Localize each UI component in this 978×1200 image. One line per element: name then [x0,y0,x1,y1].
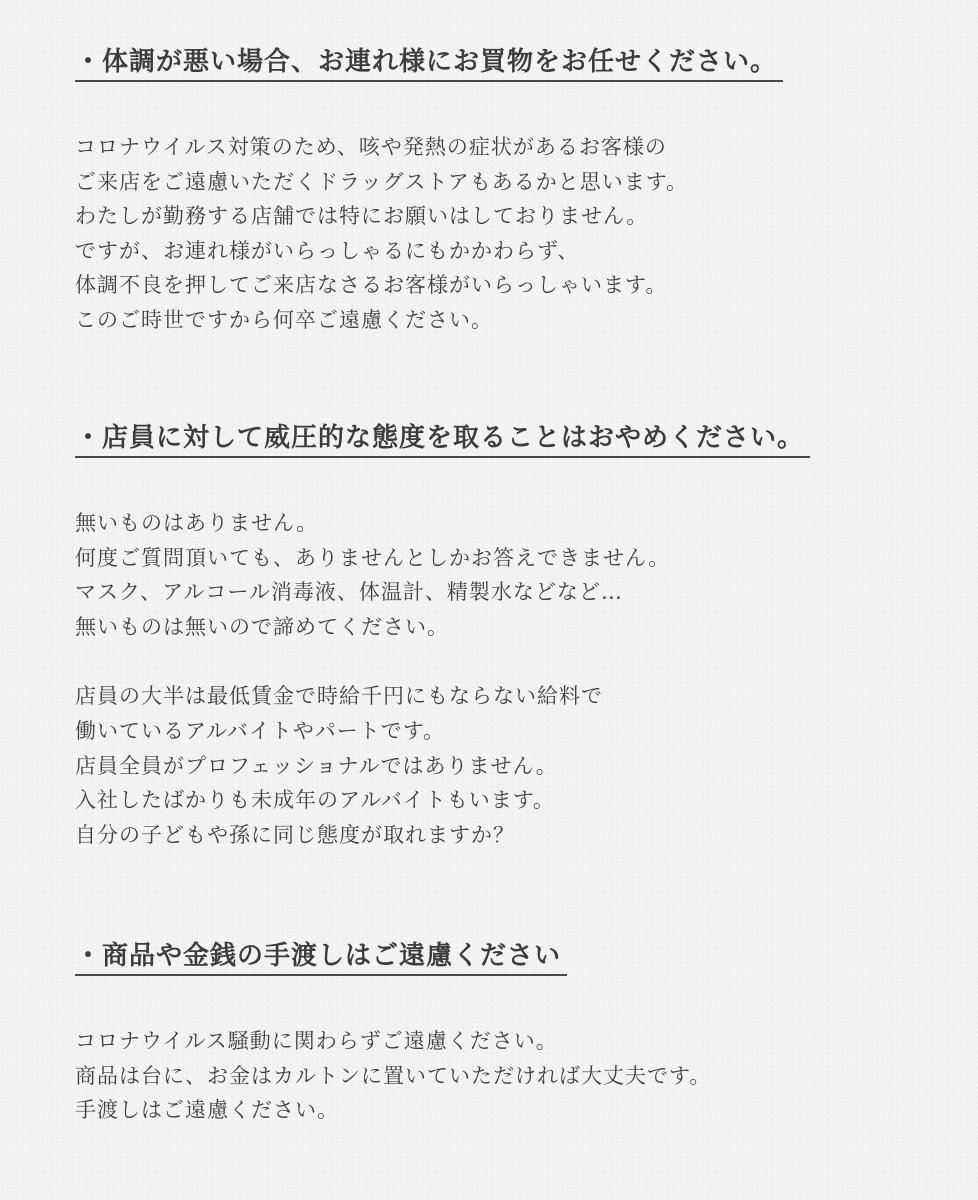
text-line: 手渡しはご遠慮ください。 [75,1098,339,1123]
section-body [75,1024,711,1128]
text-line: ご来店をご遠慮いただくドラッグストアもあるかと思います。 [75,169,689,194]
paragraph [75,130,783,338]
text-line: 店員の大半は最低賃金で時給千円にもならない給料で [75,684,603,709]
text-line: 入社したばかりも未成年のアルバイトもいます。 [75,788,556,813]
section-heading: ・体調が悪い場合、お連れ様にお買物をお任せください。 [75,44,783,82]
text-line: このご時世ですから何卒ご遠慮ください。 [75,307,493,332]
text-line: ですが、お連れ様がいらっしゃるにもかかわらず、 [75,238,580,263]
section-body [75,130,783,338]
section-body [75,506,810,852]
text-line: 何度ご質問頂いても、ありませんとしかお答えできません。 [75,545,671,570]
section-heading: ・店員に対して威圧的な態度を取ることはおやめください。 [75,420,810,458]
section-no-intimidation [75,420,810,852]
text-line: 自分の子どもや孫に同じ態度が取れますか？ [75,822,515,847]
paragraph [75,679,810,852]
text-line: コロナウイルス騒動に関わらずご遠慮ください。 [75,1029,558,1053]
text-line: マスク、アルコール消毒液、体温計、精製水などなど… [75,580,623,605]
text-line: 無いものはありません。 [75,511,319,535]
section-request-companion [75,44,783,338]
text-line: わたしが勤務する店舗では特にお願いはしておりません。 [75,204,649,229]
section-no-hand-to-hand [75,938,711,1128]
section-heading: ・商品や金銭の手渡しはご遠慮ください [75,938,567,976]
text-line: 体調不良を押してご来店なさるお客様がいらっしゃいます。 [75,273,668,298]
paragraph [75,1024,711,1128]
paragraph [75,506,810,644]
text-line: 商品は台に、お金はカルトンに置いていただければ大丈夫です。 [75,1063,712,1088]
text-line: 働いているアルバイトやパートです。 [75,718,446,743]
text-line: コロナウイルス対策のため、咳や発熱の症状があるお客様の [75,135,667,159]
text-line: 無いものは無いので諦めてください。 [75,614,449,639]
text-line: 店員全員がプロフェッショナルではありません。 [75,753,558,778]
